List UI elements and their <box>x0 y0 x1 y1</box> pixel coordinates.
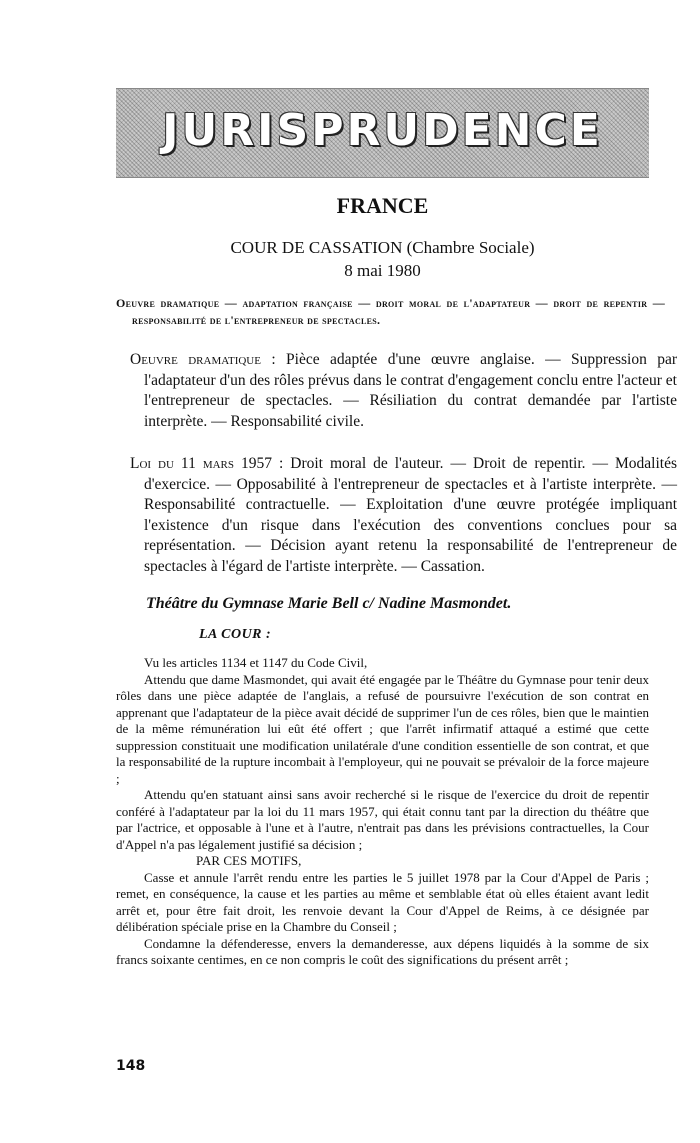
country-heading: FRANCE <box>336 193 429 218</box>
section-banner <box>116 88 649 178</box>
ruling-paragraph: Condamne la défenderesse, envers la demanderesse, aux dépens liquidés à la somme de six francs soixante centimes, en ce non compris le coût des significations du présent arrêt ; <box>116 935 649 967</box>
summary-label-1: Oeuvre dramatique <box>130 351 261 368</box>
section-title: JURISPRUDENCE <box>162 105 603 156</box>
ruling-paragraph: Attendu que dame Masmondet, qui avait été engagée par le Théâtre du Gymnase pour tenir deux rôles dans une pièce adaptée de l'anglais, a refusé de poursuivre l'exécution de son contrat en apprenant que l'adaptateur de la pièce avait décidé de supprimer l'un de ces rôles, bien que le maintien de la même rémunération lui eût été offert ; que l'arrêt infirmatif attaqué a estimé que cette suppression constituait une modification unilatérale d'une condition essentielle de son contrat, et que la responsabilité de la rupture incombait à l'employeur, qui ne pouvait se prévaloir de la force majeure ; <box>116 671 649 786</box>
page-number: 148 <box>116 1058 146 1074</box>
motifs-heading: PAR CES MOTIFS, <box>196 853 302 868</box>
summary-label-2: Loi du 11 mars 1957 <box>130 455 272 472</box>
decision-date: 8 mai 1980 <box>344 261 421 280</box>
ruling-paragraph: Attendu qu'en statuant ainsi sans avoir recherché si le risque de l'exercice du droit de repentir conféré à l'adaptateur par la loi du 11 mars 1957, qui était connu tant par la direction du théâtre que par l'actrice, et opposable à l'une et à l'autre, n'entrait pas dans les prévisions contractuelles, la Cour d'Appel n'a pas légalement justifié sa décision ; <box>116 787 649 852</box>
case-parties: Théâtre du Gymnase Marie Bell c/ Nadine Masmondet. <box>146 595 512 612</box>
court-heading: COUR DE CASSATION (Chambre Sociale) <box>230 238 535 257</box>
summary-text-1: : Pièce adaptée d'une œuvre anglaise. — Suppression par l'adaptateur d'un des rôles prévus dans le contrat d'engagement conclu entre l'acteur et l'entrepreneur de spectacles. — Résiliation du contrat demandée par l'artiste interprète. — Responsabilité civile. <box>144 351 678 430</box>
keywords-summary: Oeuvre dramatique — adaptation française — droit moral de l'adaptateur — droit de repentir — responsabilité de l'entrepreneur de spectacles. <box>116 296 665 327</box>
ruling-paragraph: Vu les articles 1134 et 1147 du Code Civil, <box>144 655 368 670</box>
ruling-paragraph: Casse et annule l'arrêt rendu entre les parties le 5 juillet 1978 par la Cour d'Appel de Paris ; remet, en conséquence, la cause et les parties au même et semblable état où elles étaient avant ledit arrêt et, pour être fait droit, les renvoie devant la Cour d'Appel de Reims, à ce désignée par délibération spéciale prise en la Chambre du Conseil ; <box>116 869 649 934</box>
summary-paragraph-1 <box>116 350 677 432</box>
summary-paragraph-2 <box>116 454 677 577</box>
court-label: LA COUR : <box>199 627 272 642</box>
ruling-body <box>116 655 649 969</box>
summary-text-2: : Droit moral de l'auteur. — Droit de repentir. — Modalités d'exercice. — Opposabilité à l'entrepreneur de spectacles et à l'artiste interprète. — Responsabilité contractuelle. — Exploitation d'une œuvre protégée impliquant l'existence d'un risque dans l'exécution des conventions conclues pour sa représentation. — Décision ayant retenu la responsabilité de l'entrepreneur de spectacles à l'égard de l'artiste interprète. — Cassation. <box>144 455 677 575</box>
